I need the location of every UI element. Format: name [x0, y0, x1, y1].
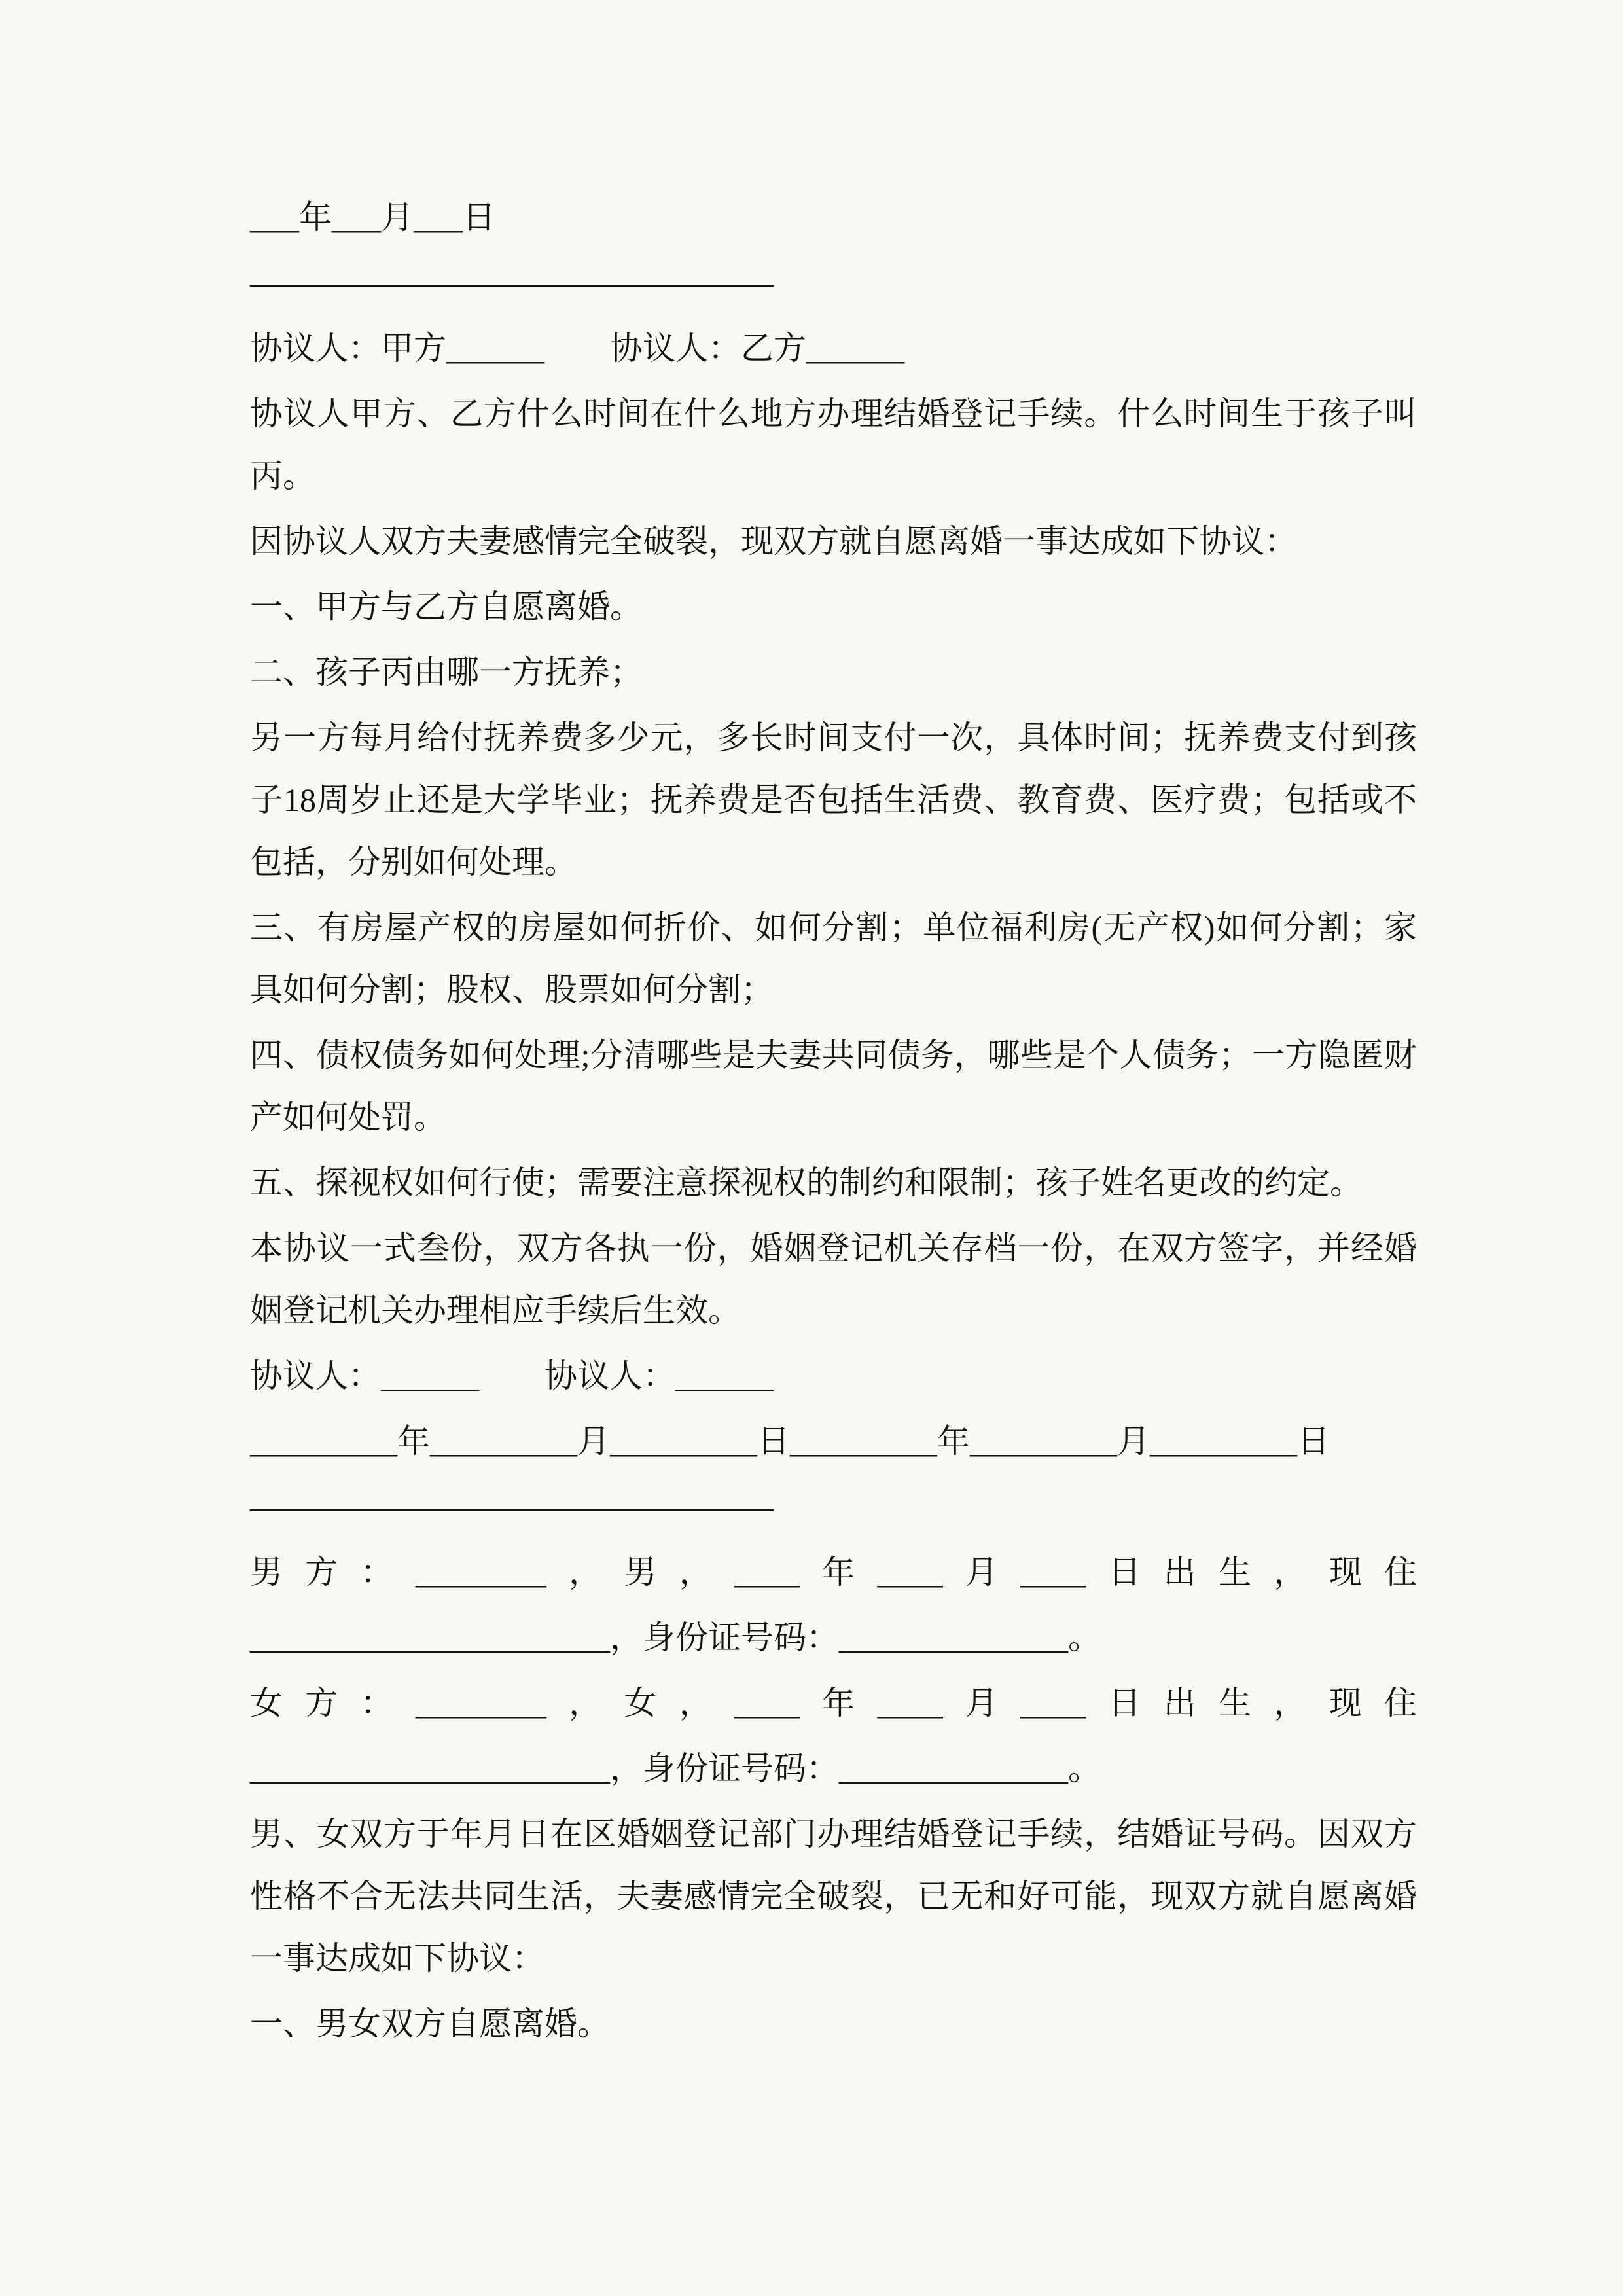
- divider-dashes: ————————————————: [250, 1488, 774, 1525]
- preamble: 因协议人双方夫妻感情完全破裂，现双方就自愿离婚一事达成如下协议：: [250, 523, 1297, 560]
- clause-4: 四、债权债务如何处理;分清哪些是夫妻共同债务，哪些是个人债务；一方隐匿财产如何处罚。: [250, 1037, 1417, 1136]
- clause-3: 三、有房屋产权的房屋如何折价、如何分割；单位福利房(无产权)如何分割；家具如何分割；股权、股票如何分割；: [250, 909, 1417, 1008]
- husband-info-line-2: ______________________，身份证号码：______________。: [250, 1619, 1101, 1656]
- parties-line: 协议人：甲方______ 协议人：乙方______: [250, 330, 904, 367]
- husband-info-line-1: 男方：________，男，____年____月____日出生，现住: [250, 1554, 1417, 1590]
- wife-info-line-2: ______________________，身份证号码：______________。: [250, 1750, 1101, 1787]
- effectiveness-clause: 本协议一式叁份，双方各执一份，婚姻登记机关存档一份，在双方签字，并经婚姻登记机关办理相应手续后生效。: [250, 1230, 1417, 1329]
- signature-line: 协议人：______ 协议人：______: [250, 1357, 774, 1394]
- clause-2: 二、孩子丙由哪一方抚养；: [250, 654, 643, 691]
- wife-info-line-1: 女方：________，女，____年____月____日出生，现住: [250, 1685, 1417, 1721]
- intro-paragraph: 协议人甲方、乙方什么时间在什么地方办理结婚登记手续。什么时间生于孩子叫丙。: [250, 395, 1417, 494]
- date-blank-line: ___年___月___日: [250, 199, 495, 236]
- signature-date-line: _________年_________月_________日_________年_________月_________日: [250, 1423, 1330, 1460]
- clause-5: 五、探视权如何行使；需要注意探视权的制约和限制；孩子姓名更改的约定。: [250, 1164, 1363, 1201]
- second-intro: 男、女双方于年月日在区婚姻登记部门办理结婚登记手续，结婚证号码。因双方性格不合无法共同生活，夫妻感情完全破裂，已无和好可能，现双方就自愿离婚一事达成如下协议：: [250, 1816, 1417, 1977]
- clause-2-detail: 另一方每月给付抚养费多少元，多长时间支付一次，具体时间；抚养费支付到孩子18周岁止还是大学毕业；抚养费是否包括生活费、教育费、医疗费；包括或不包括，分别如何处理。: [250, 719, 1417, 880]
- second-clause-1: 一、男女双方自愿离婚。: [250, 2005, 610, 2042]
- clause-1: 一、甲方与乙方自愿离婚。: [250, 588, 643, 625]
- divider-dashes: ————————————————: [250, 264, 774, 301]
- paragraph-list: [250, 187, 1417, 2055]
